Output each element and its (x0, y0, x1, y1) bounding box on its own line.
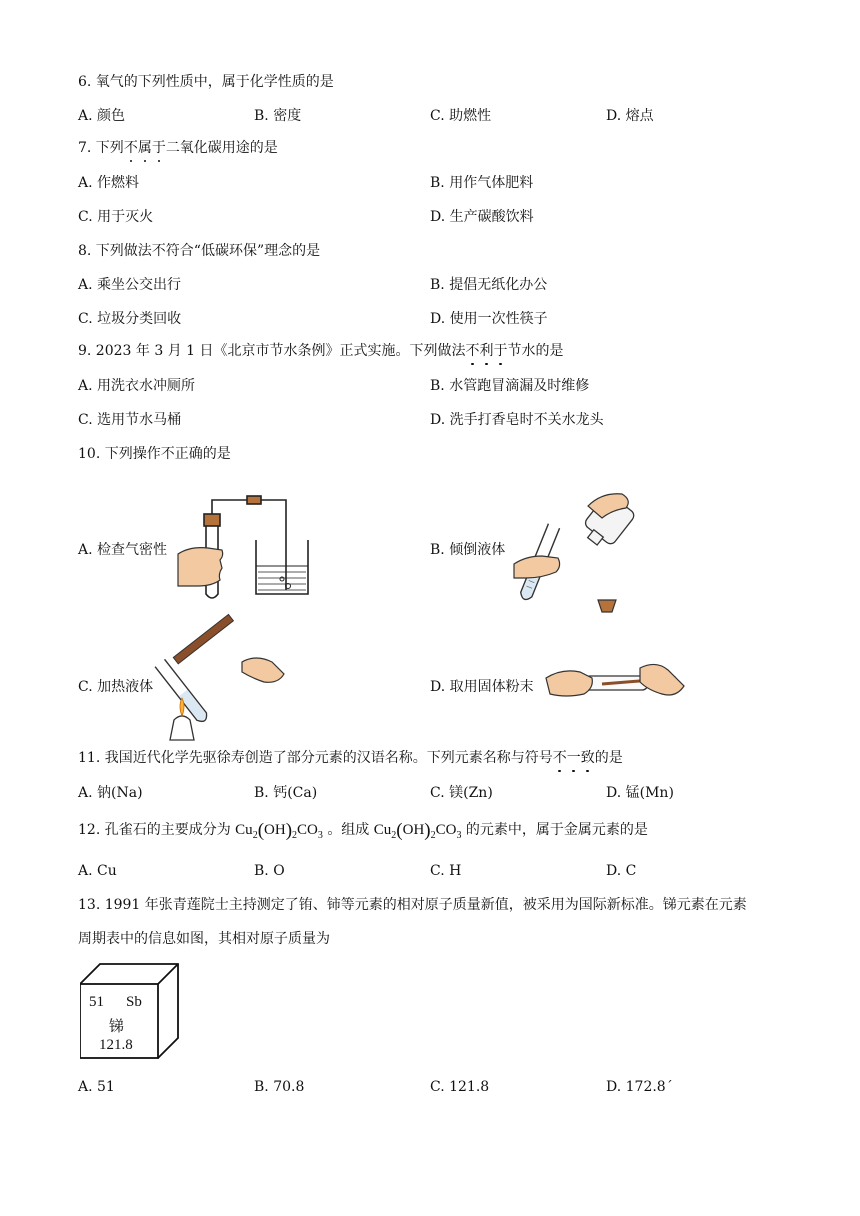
q11-emphasis-char: 致 (580, 750, 595, 766)
q8-option-d: D. 使用一次性筷子 (430, 311, 548, 327)
q6-option-b: B. 密度 (254, 108, 302, 124)
q7-stem-post: 二氧化碳用途的是 (165, 140, 278, 156)
q6-option-a: A. 颜色 (78, 108, 126, 124)
q11-emphasis-char: 一 (566, 750, 581, 766)
q9-option-c: C. 选用节水马桶 (78, 412, 182, 428)
q13-option-b: B. 70.8 (254, 1079, 305, 1095)
q11-stem (78, 748, 623, 768)
q12-option-d: D. C (606, 863, 637, 879)
element-card-antimony (80, 962, 180, 1060)
q7-emphasis-char: 不 (123, 140, 138, 156)
q6-option-d: D. 熔点 (606, 108, 654, 124)
q10-option-b: B. 倾倒液体 (430, 542, 506, 558)
q9-emphasis-char: 利 (479, 343, 494, 359)
q9-emphasis-char: 不 (465, 343, 480, 359)
q9-emphasis-char: 于 (493, 343, 508, 359)
q10-option-d: D. 取用固体粉末 (430, 679, 534, 695)
q7-option-a: A. 作燃料 (78, 175, 140, 191)
q13-stem-line-2: 周期表中的信息如图，其相对原子质量为 (78, 931, 330, 947)
q8-option-b: B. 提倡无纸化办公 (430, 277, 548, 293)
q13-stem-line-1: 13. 1991 年张青莲院士主持测定了铕、铈等元素的相对原子质量新值，被采用为国际新标准。锑元素在元素 (78, 897, 747, 913)
q12-stem (78, 820, 648, 846)
q13-option-d: D. 172.8´ (606, 1079, 673, 1095)
q9-stem-post: 节水的是 (507, 343, 564, 359)
element-symbol: Sb (126, 994, 142, 1010)
q11-option-c: C. 镁(Zn) (430, 785, 493, 801)
heating-liquid-illustration (160, 632, 290, 742)
airtightness-check-illustration (172, 494, 322, 606)
q7-option-c: C. 用于灭火 (78, 209, 154, 225)
q9-stem (78, 341, 564, 361)
q7-option-b: B. 用作气体肥料 (430, 175, 534, 191)
element-atomic-number: 51 (89, 994, 104, 1010)
q10-option-c: C. 加热液体 (78, 679, 154, 695)
q11-stem-pre: 11. 我国近代化学先驱徐寿创造了部分元素的汉语名称。下列元素名称与符号 (78, 750, 553, 766)
q12-option-b: B. O (254, 863, 285, 879)
q11-stem-post: 的是 (594, 750, 623, 766)
q9-option-a: A. 用洗衣水冲厕所 (78, 378, 196, 394)
q8-option-c: C. 垃圾分类回收 (78, 311, 182, 327)
pouring-liquid-illustration (512, 486, 642, 616)
q12-stem-mid: 。组成 (327, 822, 370, 838)
q7-option-d: D. 生产碳酸饮料 (430, 209, 534, 225)
element-name: 锑 (109, 1017, 125, 1035)
q10-option-a: A. 检查气密性 (78, 542, 168, 558)
q7-stem (78, 138, 278, 158)
q7-emphasis-char: 于 (151, 140, 166, 156)
q11-option-b: B. 钙(Ca) (254, 785, 318, 801)
q12-stem-pre: 12. 孔雀石的主要成分为 (78, 822, 231, 838)
q11-emphasis-char: 不 (552, 750, 567, 766)
malachite-formula: $Cu_2(OH)_2CO_3$ (235, 820, 323, 841)
taking-powder-illustration (544, 658, 686, 710)
q9-option-d: D. 洗手打香皂时不关水龙头 (430, 412, 604, 428)
q13-option-c: C. 121.8 (430, 1079, 490, 1095)
element-atomic-mass: 121.8 (99, 1037, 133, 1053)
q12-option-a: A. Cu (78, 863, 117, 879)
q8-option-a: A. 乘坐公交出行 (78, 277, 182, 293)
q7-stem-pre: 7. 下列 (78, 140, 124, 156)
q6-option-c: C. 助燃性 (430, 108, 492, 124)
q8-stem: 8. 下列做法不符合“低碳环保”理念的是 (78, 243, 321, 259)
q9-option-b: B. 水管跑冒滴漏及时维修 (430, 378, 590, 394)
q12-option-c: C. H (430, 863, 462, 879)
q6-stem: 6. 氧气的下列性质中，属于化学性质的是 (78, 74, 334, 90)
q13-option-a: A. 51 (78, 1079, 115, 1095)
malachite-formula-2: $Cu_2(OH)_2CO_3$ (373, 820, 462, 841)
q12-stem-post: 的元素中，属于金属元素的是 (465, 822, 648, 838)
q11-option-d: D. 锰(Mn) (606, 785, 674, 801)
q11-option-a: A. 钠(Na) (78, 785, 143, 801)
q9-stem-pre: 9. 2023 年 3 月 1 日《北京市节水条例》正式实施。下列做法 (78, 343, 466, 359)
q10-stem: 10. 下列操作不正确的是 (78, 446, 231, 462)
q7-emphasis-char: 属 (137, 140, 152, 156)
